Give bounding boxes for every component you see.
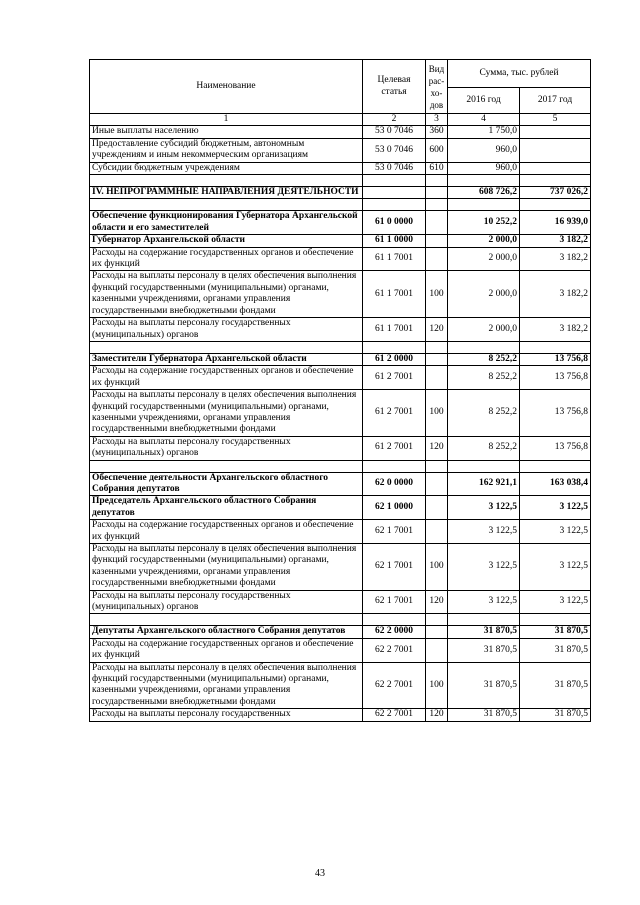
table-row bbox=[90, 709, 591, 721]
row-value-2017 bbox=[520, 138, 591, 162]
row-value-2016: 2 000,0 bbox=[448, 318, 520, 342]
section-row bbox=[90, 187, 591, 199]
row-value-2017: 13 756,8 bbox=[520, 390, 591, 437]
header-name: Наименование bbox=[90, 60, 363, 114]
row-value-2016: 8 252,2 bbox=[448, 390, 520, 437]
row-value-2016: 31 870,5 bbox=[448, 626, 520, 638]
table-row bbox=[90, 247, 591, 271]
row-kind bbox=[426, 187, 448, 199]
row-value-2017: 31 870,5 bbox=[520, 626, 591, 638]
row-value-2016: 10 252,2 bbox=[448, 211, 520, 235]
row-name: Губернатор Архангельской области bbox=[90, 235, 363, 247]
row-kind: 600 bbox=[426, 138, 448, 162]
row-kind: 610 bbox=[426, 162, 448, 174]
table-row bbox=[90, 638, 591, 662]
row-value-2016: 31 870,5 bbox=[448, 662, 520, 709]
row-name: Расходы на содержание государственных органов и обеспечение их функций bbox=[90, 520, 363, 544]
table-row bbox=[90, 496, 591, 520]
row-name: Расходы на выплаты персоналу государственных bbox=[90, 709, 363, 721]
row-code: 61 2 0000 bbox=[363, 353, 426, 365]
table-row bbox=[90, 590, 591, 614]
row-value-2016: 162 921,1 bbox=[448, 472, 520, 496]
row-kind bbox=[426, 366, 448, 390]
row-code: 62 2 7001 bbox=[363, 638, 426, 662]
row-value-2016: 2 000,0 bbox=[448, 235, 520, 247]
table-row bbox=[90, 353, 591, 365]
row-code: 62 0 0000 bbox=[363, 472, 426, 496]
row-value-2016: 2 000,0 bbox=[448, 271, 520, 318]
row-value-2017 bbox=[520, 126, 591, 138]
row-code: 61 2 7001 bbox=[363, 436, 426, 460]
row-kind bbox=[426, 638, 448, 662]
row-name: Расходы на содержание государственных органов и обеспечение их функций bbox=[90, 638, 363, 662]
header-year-2016: 2016 год bbox=[448, 88, 520, 114]
row-code: 61 1 7001 bbox=[363, 271, 426, 318]
row-value-2017: 13 756,8 bbox=[520, 366, 591, 390]
row-value-2017: 163 038,4 bbox=[520, 472, 591, 496]
row-value-2016: 3 122,5 bbox=[448, 544, 520, 591]
header-sum: Сумма, тыс. рублей bbox=[448, 60, 591, 88]
column-number: 4 bbox=[448, 114, 520, 126]
table-row bbox=[90, 162, 591, 174]
column-numbers-row bbox=[90, 114, 591, 126]
row-value-2017: 3 122,5 bbox=[520, 590, 591, 614]
row-name: Расходы на выплаты персоналу в целях обеспечения выполнения функций государственными (муниципальными) органами, казенными учреждениями, органами управления государственными внебюджетными фондами bbox=[90, 390, 363, 437]
row-name: Председатель Архангельского областного Собрания депутатов bbox=[90, 496, 363, 520]
row-value-2017: 3 122,5 bbox=[520, 544, 591, 591]
row-kind: 120 bbox=[426, 590, 448, 614]
budget-table bbox=[89, 59, 591, 722]
row-kind bbox=[426, 626, 448, 638]
row-code: 61 0 0000 bbox=[363, 211, 426, 235]
column-number: 1 bbox=[90, 114, 363, 126]
row-value-2017: 13 756,8 bbox=[520, 436, 591, 460]
row-value-2017: 16 939,0 bbox=[520, 211, 591, 235]
header-target: Целевая статья bbox=[363, 60, 426, 114]
table-row bbox=[90, 271, 591, 318]
row-kind bbox=[426, 235, 448, 247]
row-code: 62 2 7001 bbox=[363, 709, 426, 721]
row-value-2016: 608 726,2 bbox=[448, 187, 520, 199]
row-name: Расходы на выплаты персоналу государственных (муниципальных) органов bbox=[90, 318, 363, 342]
row-code: 61 1 0000 bbox=[363, 235, 426, 247]
page-number: 43 bbox=[315, 868, 325, 879]
spacer-row bbox=[90, 175, 591, 187]
row-code: 53 0 7046 bbox=[363, 126, 426, 138]
row-value-2016: 3 122,5 bbox=[448, 590, 520, 614]
row-value-2017: 31 870,5 bbox=[520, 662, 591, 709]
column-number: 2 bbox=[363, 114, 426, 126]
row-name: Расходы на выплаты персоналу в целях обеспечения выполнения функций государственными (муниципальными) органами, казенными учреждениями, органами управления государственными внебюджетными фондами bbox=[90, 662, 363, 709]
row-value-2017: 3 122,5 bbox=[520, 496, 591, 520]
row-kind: 100 bbox=[426, 390, 448, 437]
table-row bbox=[90, 366, 591, 390]
table-row bbox=[90, 318, 591, 342]
row-value-2017: 3 122,5 bbox=[520, 520, 591, 544]
header-kind: Вид рас- хо- дов bbox=[426, 60, 448, 114]
row-name: Обеспечение деятельности Архангельского областного Собрания депутатов bbox=[90, 472, 363, 496]
row-name: Расходы на содержание государственных органов и обеспечение их функций bbox=[90, 366, 363, 390]
table-row bbox=[90, 390, 591, 437]
row-name: Депутаты Архангельского областного Собрания депутатов bbox=[90, 626, 363, 638]
row-kind: 360 bbox=[426, 126, 448, 138]
row-kind: 120 bbox=[426, 318, 448, 342]
column-number: 5 bbox=[520, 114, 591, 126]
row-value-2017: 3 182,2 bbox=[520, 247, 591, 271]
row-code: 62 2 0000 bbox=[363, 626, 426, 638]
table-row bbox=[90, 544, 591, 591]
row-value-2016: 960,0 bbox=[448, 138, 520, 162]
row-value-2016: 8 252,2 bbox=[448, 366, 520, 390]
row-value-2017: 3 182,2 bbox=[520, 271, 591, 318]
row-kind: 100 bbox=[426, 271, 448, 318]
header-year-2017: 2017 год bbox=[520, 88, 591, 114]
table-row bbox=[90, 138, 591, 162]
row-value-2016: 8 252,2 bbox=[448, 436, 520, 460]
row-value-2016: 3 122,5 bbox=[448, 496, 520, 520]
row-kind bbox=[426, 211, 448, 235]
row-value-2016: 31 870,5 bbox=[448, 638, 520, 662]
row-value-2017: 3 182,2 bbox=[520, 235, 591, 247]
column-number: 3 bbox=[426, 114, 448, 126]
row-value-2017: 3 182,2 bbox=[520, 318, 591, 342]
row-value-2016: 3 122,5 bbox=[448, 520, 520, 544]
row-kind bbox=[426, 472, 448, 496]
row-name: Иные выплаты населению bbox=[90, 126, 363, 138]
row-name: Заместители Губернатора Архангельской области bbox=[90, 353, 363, 365]
row-name: Расходы на выплаты персоналу государственных (муниципальных) органов bbox=[90, 590, 363, 614]
row-code: 53 0 7046 bbox=[363, 162, 426, 174]
row-code: 61 2 7001 bbox=[363, 390, 426, 437]
row-kind bbox=[426, 496, 448, 520]
row-code: 62 1 7001 bbox=[363, 590, 426, 614]
row-kind: 100 bbox=[426, 544, 448, 591]
table-row bbox=[90, 436, 591, 460]
row-name: Предоставление субсидий бюджетным, автономным учреждениям и иным некоммерческим организациям bbox=[90, 138, 363, 162]
row-name: Обеспечение функционирования Губернатора Архангельской области и его заместителей bbox=[90, 211, 363, 235]
row-code: 61 1 7001 bbox=[363, 247, 426, 271]
table-row bbox=[90, 126, 591, 138]
table-row bbox=[90, 235, 591, 247]
row-code: 53 0 7046 bbox=[363, 138, 426, 162]
table-row bbox=[90, 626, 591, 638]
row-name: Расходы на выплаты персоналу в целях обеспечения выполнения функций государственными (муниципальными) органами, казенными учреждениями, органами управления государственными внебюджетными фондами bbox=[90, 544, 363, 591]
row-kind: 120 bbox=[426, 709, 448, 721]
row-value-2017: 13 756,8 bbox=[520, 353, 591, 365]
row-code bbox=[363, 187, 426, 199]
row-kind: 100 bbox=[426, 662, 448, 709]
row-kind bbox=[426, 353, 448, 365]
table-header-row bbox=[90, 60, 591, 88]
row-value-2016: 31 870,5 bbox=[448, 709, 520, 721]
row-value-2017: 31 870,5 bbox=[520, 638, 591, 662]
spacer-row bbox=[90, 199, 591, 211]
row-value-2016: 8 252,2 bbox=[448, 353, 520, 365]
row-kind bbox=[426, 247, 448, 271]
row-code: 61 2 7001 bbox=[363, 366, 426, 390]
row-kind: 120 bbox=[426, 436, 448, 460]
row-value-2016: 2 000,0 bbox=[448, 247, 520, 271]
table-row bbox=[90, 211, 591, 235]
row-value-2016: 960,0 bbox=[448, 162, 520, 174]
spacer-row bbox=[90, 460, 591, 472]
row-code: 62 1 7001 bbox=[363, 520, 426, 544]
row-code: 62 2 7001 bbox=[363, 662, 426, 709]
row-name: Расходы на содержание государственных органов и обеспечение их функций bbox=[90, 247, 363, 271]
table-row bbox=[90, 520, 591, 544]
spacer-row bbox=[90, 341, 591, 353]
row-name: Субсидии бюджетным учреждениям bbox=[90, 162, 363, 174]
row-code: 62 1 7001 bbox=[363, 544, 426, 591]
table-row bbox=[90, 472, 591, 496]
row-value-2017 bbox=[520, 162, 591, 174]
row-kind bbox=[426, 520, 448, 544]
row-name: Расходы на выплаты персоналу в целях обеспечения выполнения функций государственными (муниципальными) органами, казенными учреждениями, органами управления государственными внебюджетными фондами bbox=[90, 271, 363, 318]
row-value-2016: 1 750,0 bbox=[448, 126, 520, 138]
row-code: 61 1 7001 bbox=[363, 318, 426, 342]
row-name: IV. НЕПРОГРАММНЫЕ НАПРАВЛЕНИЯ ДЕЯТЕЛЬНОСТИ bbox=[90, 187, 363, 199]
row-name: Расходы на выплаты персоналу государственных (муниципальных) органов bbox=[90, 436, 363, 460]
row-value-2017: 31 870,5 bbox=[520, 709, 591, 721]
row-value-2017: 737 026,2 bbox=[520, 187, 591, 199]
row-code: 62 1 0000 bbox=[363, 496, 426, 520]
table-row bbox=[90, 662, 591, 709]
spacer-row bbox=[90, 614, 591, 626]
